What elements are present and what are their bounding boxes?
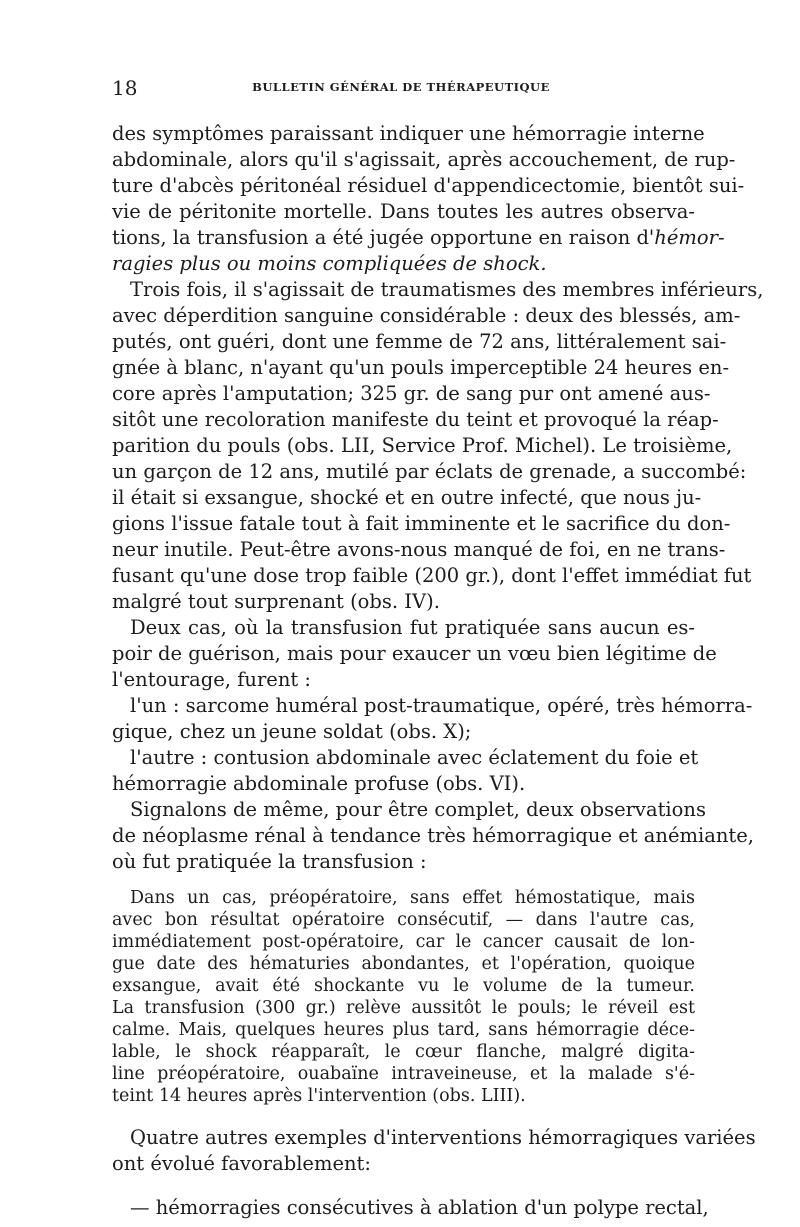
- text-line: lable, le shock réapparaît, le cœur flanche, malgré digita-: [112, 1042, 695, 1062]
- page-header: [112, 76, 690, 100]
- text-line: malgré tout surprenant (obs. IV).: [112, 590, 440, 613]
- text-line: neur inutile. Peut-être avons-nous manqué de foi, en ne trans-: [112, 538, 726, 561]
- page-number: 18: [112, 76, 138, 100]
- text-line: l'autre : contusion abdominale avec éclatement du foie et: [130, 746, 699, 769]
- text-line: ont évolué favorablement:: [112, 1152, 371, 1175]
- text-line: putés, ont guéri, dont une femme de 72 ans, littéralement sai-: [112, 330, 727, 353]
- text-line: Signalons de même, pour être complet, deux observations: [130, 798, 706, 821]
- text-line: où fut pratiquée la transfusion :: [112, 850, 427, 873]
- text-line: line préopératoire, ouabaïne intraveineuse, et la malade s'é-: [112, 1064, 695, 1084]
- text-line: hémorragie abdominale profuse (obs. VI).: [112, 772, 526, 795]
- text-line: calme. Mais, quelques heures plus tard, sans hémorragie déce-: [112, 1020, 695, 1040]
- text-line: fusant qu'une dose trop faible (200 gr.), dont l'effet immédiat fut: [112, 564, 752, 587]
- text-line: l'un : sarcome huméral post-traumatique, opéré, très hémorra-: [130, 694, 753, 717]
- text-line: avec bon résultat opératoire consécutif, — dans l'autre cas,: [112, 910, 695, 930]
- text-line: Trois fois, il s'agissait de traumatismes des membres inférieurs,: [130, 278, 764, 301]
- text-line: gnée à blanc, n'ayant qu'un pouls imperceptible 24 heures en-: [112, 356, 730, 379]
- text-line: avec déperdition sanguine considérable : deux des blessés, am-: [112, 304, 741, 327]
- text-line: teint 14 heures après l'intervention (obs. LIII).: [112, 1086, 526, 1106]
- text-line: [112, 251, 695, 277]
- text-line: il était si exsangue, shocké et en outre infecté, que nous ju-: [112, 486, 702, 509]
- text-line: [112, 225, 725, 251]
- text-line: — hémorragies consécutives à ablation d'un polype rectal,: [130, 1196, 709, 1219]
- text-line: abdominale, alors qu'il s'agissait, après accouchement, de rup-: [112, 148, 736, 171]
- text-line: exsangue, avait été shockante vu le volume de la tumeur.: [112, 976, 695, 996]
- text-line: immédiatement post-opératoire, car le cancer causait de lon-: [112, 932, 695, 952]
- text-line: l'entourage, furent :: [112, 668, 311, 691]
- text-line-start: tions, la transfusion a été jugée opportune en raison d': [112, 226, 655, 249]
- text-line: Dans un cas, préopératoire, sans effet hémostatique, mais: [130, 888, 695, 908]
- text-line: gions l'issue fatale tout à fait imminente et le sacrifice du don-: [112, 512, 731, 535]
- text-line: des symptômes paraissant indiquer une hémorragie interne: [112, 122, 705, 145]
- text-line: gue date des hématuries abondantes, et l'opération, quoique: [112, 954, 695, 974]
- text-line: ture d'abcès péritonéal résiduel d'appendicectomie, bientôt sui-: [112, 174, 745, 197]
- text-line: Deux cas, où la transfusion fut pratiquée sans aucun es-: [130, 616, 695, 639]
- text-line: core après l'amputation; 325 gr. de sang pur ont amené aus-: [112, 382, 711, 405]
- italic-phrase: ragies plus ou moins compliquées de shock.: [112, 252, 547, 275]
- text-line: un garçon de 12 ans, mutilé par éclats de grenade, a succombé:: [112, 460, 747, 483]
- text-line: La transfusion (300 gr.) relève aussitôt le pouls; le réveil est: [112, 998, 695, 1018]
- text-line: vie de péritonite mortelle. Dans toutes les autres observa-: [112, 200, 695, 223]
- italic-phrase: hémor-: [654, 226, 725, 249]
- text-line: sitôt une recoloration manifeste du teint et provoqué la réap-: [112, 408, 719, 431]
- text-line: gique, chez un jeune soldat (obs. X);: [112, 720, 472, 743]
- text-line: Quatre autres exemples d'interventions hémorragiques variées: [130, 1126, 756, 1149]
- text-line: parition du pouls (obs. LII, Service Prof. Michel). Le troisième,: [112, 434, 733, 457]
- text-line: poir de guérison, mais pour exaucer un vœu bien légitime de: [112, 642, 717, 665]
- text-line: de néoplasme rénal à tendance très hémorragique et anémiante,: [112, 824, 754, 847]
- running-title: BULLETIN GÉNÉRAL DE THÉRAPEUTIQUE: [252, 80, 550, 94]
